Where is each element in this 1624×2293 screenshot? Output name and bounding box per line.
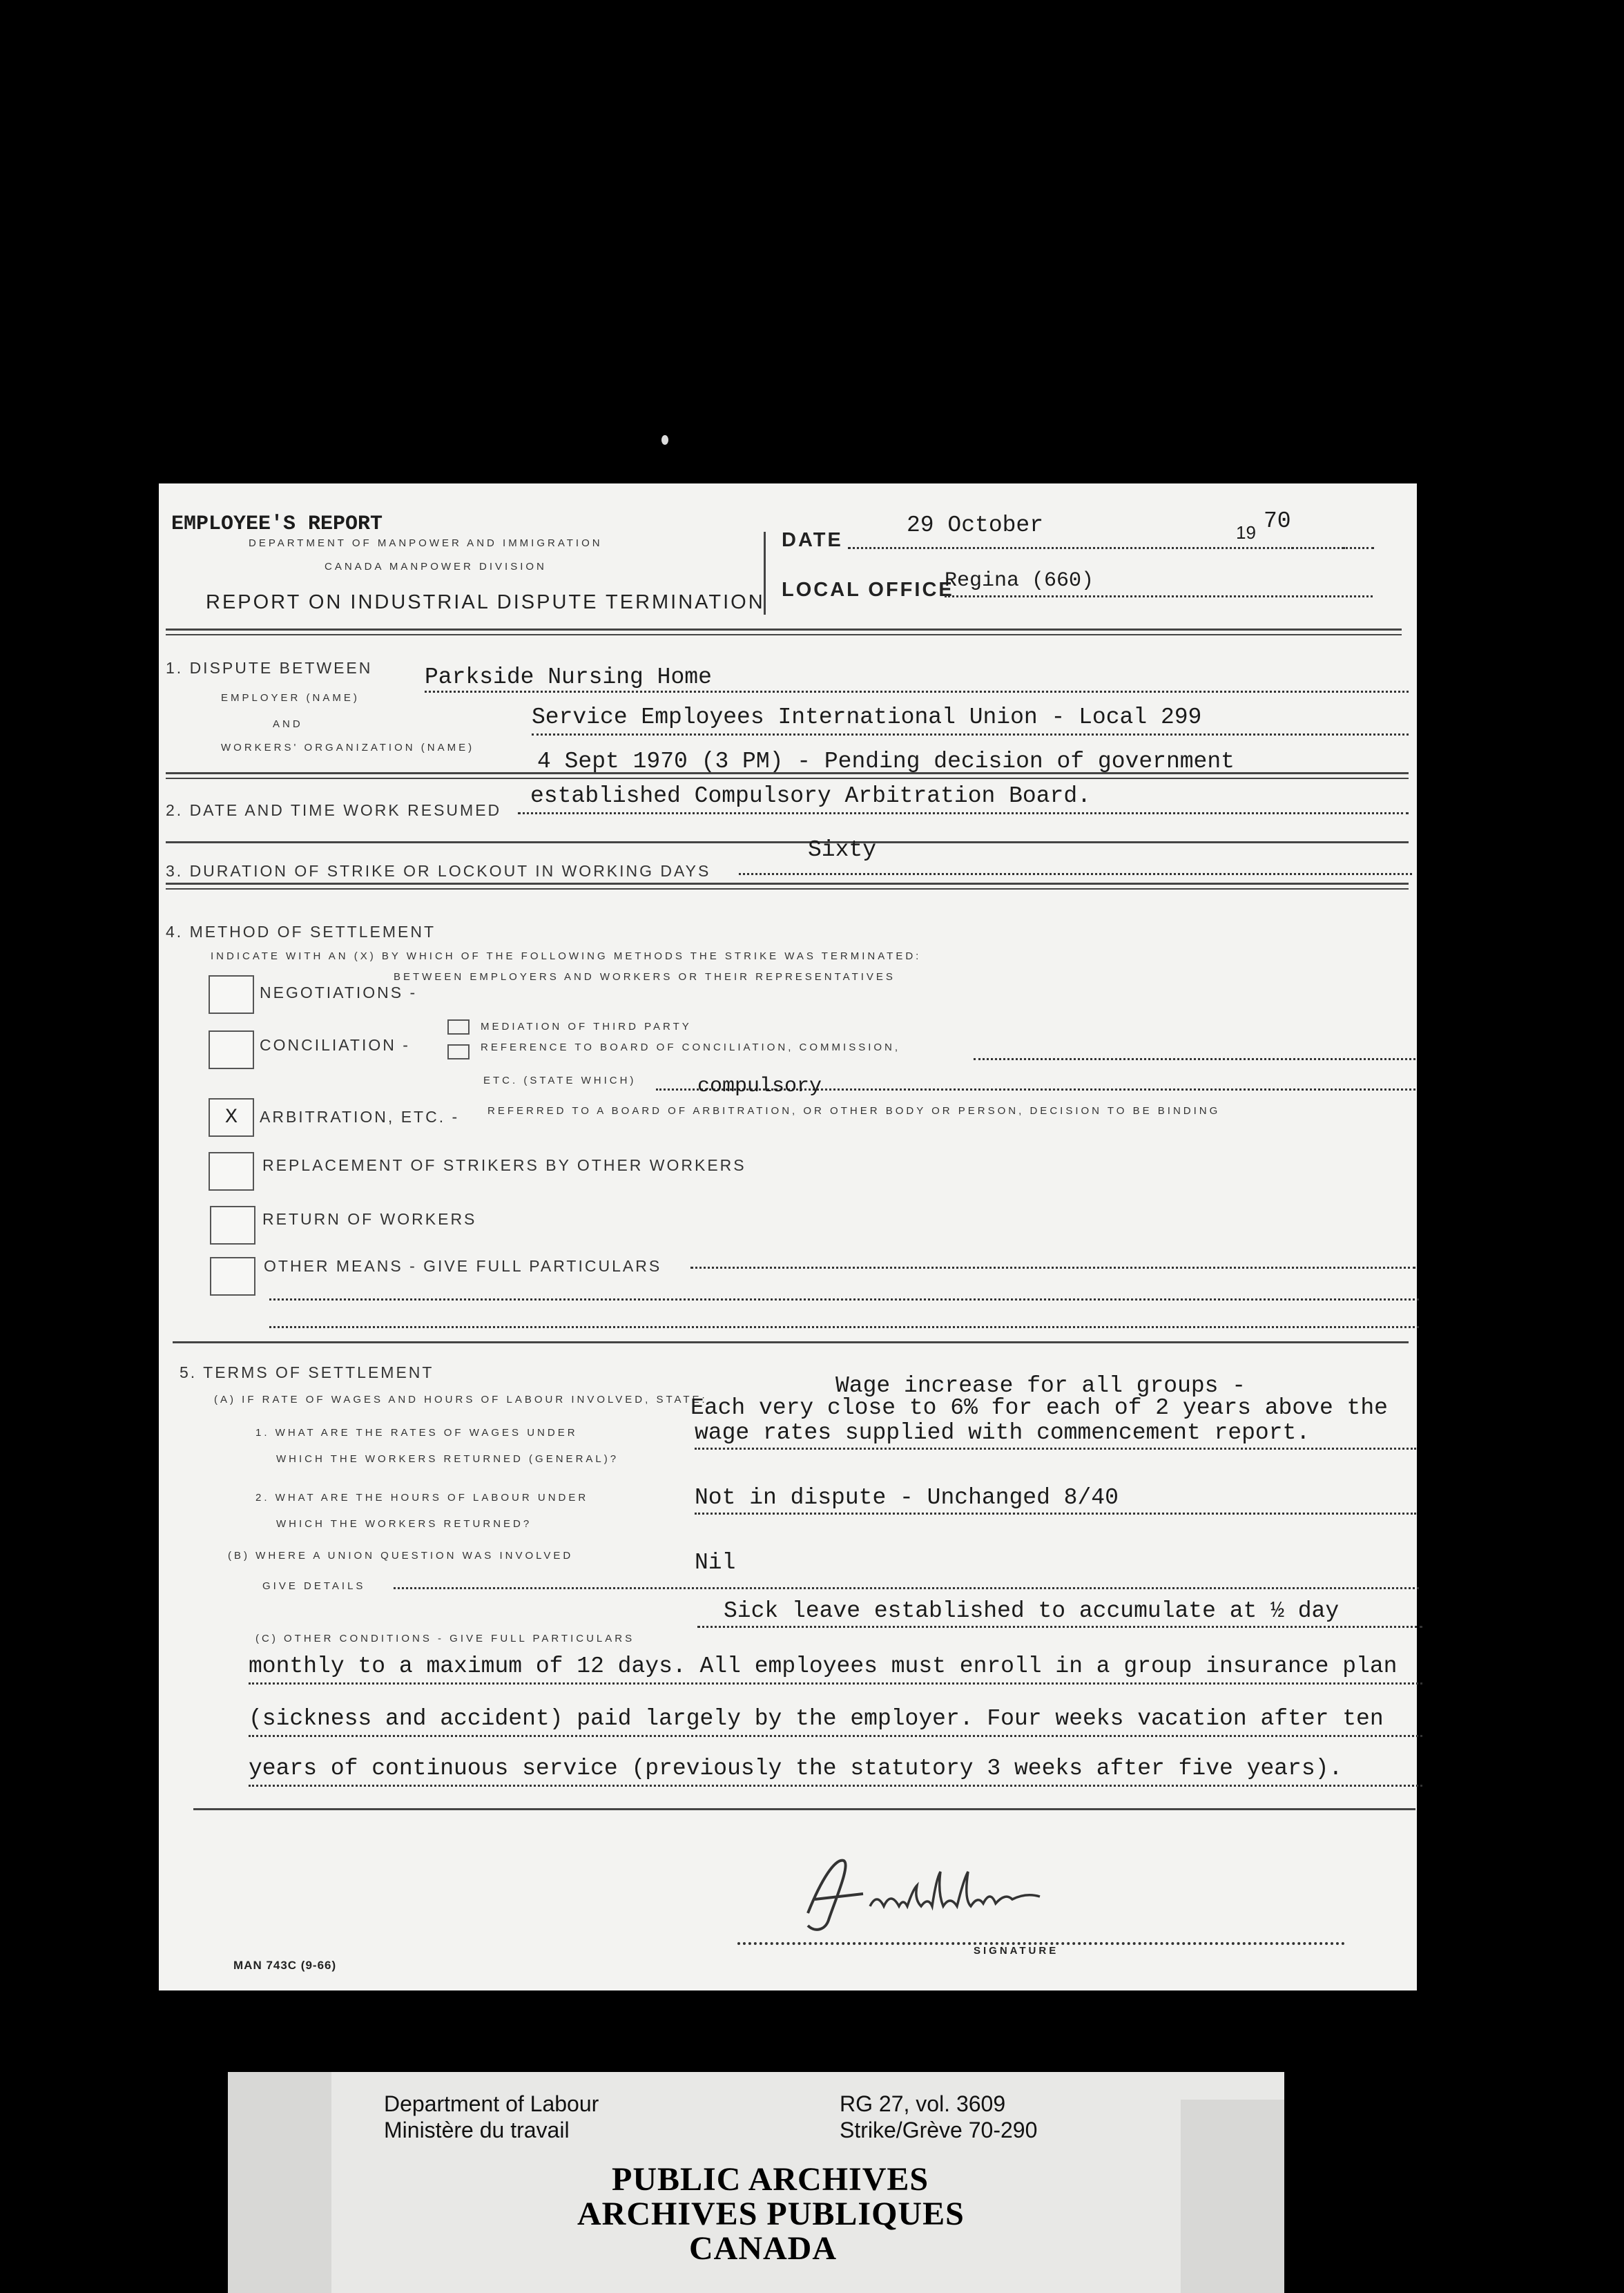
employer-label: EMPLOYER (NAME) [221, 692, 360, 704]
workers-value: Service Employees International Union - Local 299 [532, 704, 1202, 730]
conciliation-checkbox[interactable] [209, 1030, 254, 1069]
wages-answer-line1: Wage increase for all groups - [835, 1373, 1246, 1399]
conditions-line-2 [249, 1682, 1422, 1685]
reference-line [974, 1058, 1415, 1060]
archive-line2: ARCHIVES PUBLIQUES [577, 2196, 965, 2232]
q1-line2: WHICH THE WORKERS RETURNED (GENERAL)? [276, 1453, 619, 1465]
resumed-value-line1: 4 Sept 1970 (3 PM) - Pending decision of government [537, 749, 1235, 774]
form-title: EMPLOYEE'S REPORT [171, 512, 383, 536]
replacement-checkbox[interactable] [209, 1152, 254, 1191]
archive-dept-fr: Ministère du travail [384, 2118, 570, 2142]
local-office-value: Regina (660) [945, 569, 1094, 593]
other-line-2 [269, 1298, 1419, 1301]
local-office-line [945, 595, 1373, 597]
s4-rule [173, 1341, 1409, 1343]
s3-rule-2 [166, 888, 1409, 890]
conditions-line-3 [249, 1735, 1422, 1737]
s2-rule [166, 841, 1409, 843]
form-number: MAN 743C (9-66) [233, 1959, 337, 1972]
s1-heading: 1. DISPUTE BETWEEN [166, 659, 373, 677]
wages-answer-line3: wage rates supplied with commencement report. [695, 1420, 1311, 1446]
scan-speck [661, 435, 668, 445]
signature-label: SIGNATURE [974, 1945, 1059, 1957]
union-line [394, 1587, 1419, 1589]
and-label: AND [273, 718, 303, 730]
q1-line1: 1. WHAT ARE THE RATES OF WAGES UNDER [255, 1427, 578, 1439]
s2-label: 2. DATE AND TIME WORK RESUMED [166, 801, 502, 819]
header-divider [764, 532, 766, 615]
mediation-checkbox[interactable] [447, 1019, 470, 1035]
dept-line1: DEPARTMENT OF MANPOWER AND IMMIGRATION [249, 537, 603, 549]
s5-rule [193, 1808, 1415, 1810]
s4-heading: 4. METHOD OF SETTLEMENT [166, 923, 436, 941]
signature-text: Amitchell [891, 1926, 938, 1939]
archive-rg-ref: RG 27, vol. 3609 [840, 2091, 1006, 2116]
archive-strike-ref: Strike/Grève 70-290 [840, 2118, 1038, 2142]
header-rule-2 [166, 634, 1402, 635]
return-label: RETURN OF WORKERS [262, 1210, 477, 1228]
wages-line [695, 1448, 1416, 1450]
s4-instruction: INDICATE WITH AN (X) BY WHICH OF THE FOLLOWING METHODS THE STRIKE WAS TERMINATED: [211, 950, 922, 962]
year-value: 70 [1264, 508, 1291, 534]
wages-answer-line2: Each very close to 6% for each of 2 years above the [690, 1395, 1388, 1421]
local-office-label: LOCAL OFFICE [782, 579, 954, 601]
resumed-line [518, 812, 1409, 814]
other-conditions-line2: monthly to a maximum of 12 days. All employees must enroll in a group insurance plan [249, 1653, 1398, 1679]
year-prefix: 19 [1236, 522, 1256, 543]
archive-line1: PUBLIC ARCHIVES [612, 2161, 929, 2198]
arbitration-desc: REFERRED TO A BOARD OF ARBITRATION, OR OTHER BODY OR PERSON, DECISION TO BE BINDING [487, 1105, 1221, 1117]
dept-line2: CANADA MANPOWER DIVISION [325, 561, 547, 573]
c-label: (C) OTHER CONDITIONS - GIVE FULL PARTICULARS [255, 1633, 635, 1644]
b-line2: GIVE DETAILS [262, 1580, 366, 1592]
other-conditions-line4: years of continuous service (previously the statutory 3 weeks after five years). [249, 1756, 1343, 1781]
year-line [1291, 547, 1374, 549]
s3-rule-1 [166, 883, 1409, 885]
archive-dept-en: Department of Labour [384, 2091, 599, 2116]
mediation-label: MEDIATION OF THIRD PARTY [481, 1021, 692, 1033]
date-line [848, 547, 1345, 549]
negotiations-desc: BETWEEN EMPLOYERS AND WORKERS OR THEIR REPRESENTATIVES [394, 971, 896, 983]
reference-checkbox[interactable] [447, 1044, 470, 1059]
duration-value: Sixty [808, 837, 877, 863]
negotiations-checkbox[interactable] [209, 975, 254, 1014]
reference-label: REFERENCE TO BOARD OF CONCILIATION, COMMISSION, [481, 1042, 901, 1053]
q2-line2: WHICH THE WORKERS RETURNED? [276, 1518, 532, 1530]
resumed-value-line2: established Compulsory Arbitration Board. [530, 783, 1091, 809]
duration-line [739, 873, 1412, 875]
workers-line [532, 733, 1409, 736]
header-rule-1 [166, 629, 1402, 631]
arbitration-checkbox[interactable]: X [209, 1098, 254, 1137]
s5-heading: 5. TERMS OF SETTLEMENT [180, 1363, 434, 1381]
other-line-3 [269, 1326, 1419, 1328]
other-checkbox[interactable] [210, 1257, 255, 1296]
conciliation-label: CONCILIATION - [260, 1036, 410, 1054]
archive-stub [228, 2072, 1284, 2293]
return-checkbox[interactable] [210, 1206, 255, 1245]
hours-answer: Not in dispute - Unchanged 8/40 [695, 1485, 1119, 1510]
stub-tab-right [1181, 2100, 1284, 2293]
union-answer: Nil [695, 1550, 736, 1575]
date-label: DATE [782, 529, 843, 551]
q2-line1: 2. WHAT ARE THE HOURS OF LABOUR UNDER [255, 1492, 589, 1504]
arbitration-label: ARBITRATION, ETC. - [260, 1108, 460, 1126]
arbitration-insert: compulsory [697, 1075, 822, 1098]
date-value: 29 October [907, 512, 1044, 538]
employer-value: Parkside Nursing Home [425, 664, 712, 690]
negotiations-label: NEGOTIATIONS - [260, 984, 418, 1001]
hours-line [695, 1513, 1416, 1515]
replacement-label: REPLACEMENT OF STRIKERS BY OTHER WORKERS [262, 1156, 746, 1174]
workers-label: WORKERS' ORGANIZATION (NAME) [221, 742, 475, 754]
stub-tab-left [228, 2072, 331, 2293]
report-title: REPORT ON INDUSTRIAL DISPUTE TERMINATION [206, 591, 765, 613]
employer-line [425, 691, 1409, 693]
b-line1: (B) WHERE A UNION QUESTION WAS INVOLVED [228, 1550, 574, 1562]
conditions-line-4 [249, 1785, 1422, 1787]
other-conditions-line1: Sick leave established to accumulate at ½ day [724, 1598, 1340, 1624]
s1-rule-2 [166, 778, 1409, 779]
etc-state-label: ETC. (STATE WHICH) [483, 1075, 637, 1086]
s3-label: 3. DURATION OF STRIKE OR LOCKOUT IN WORKING DAYS [166, 862, 711, 880]
other-label: OTHER MEANS - GIVE FULL PARTICULARS [264, 1257, 662, 1275]
signature-mark [794, 1851, 1153, 1941]
report-form [159, 483, 1417, 1990]
s5-a-label: (A) IF RATE OF WAGES AND HOURS OF LABOUR INVOLVED, STATE: [214, 1394, 708, 1405]
archive-line3: CANADA [689, 2230, 837, 2267]
other-conditions-line3: (sickness and accident) paid largely by the employer. Four weeks vacation after ten [249, 1706, 1384, 1731]
conditions-line-1 [697, 1626, 1422, 1628]
other-line-1 [690, 1267, 1415, 1269]
